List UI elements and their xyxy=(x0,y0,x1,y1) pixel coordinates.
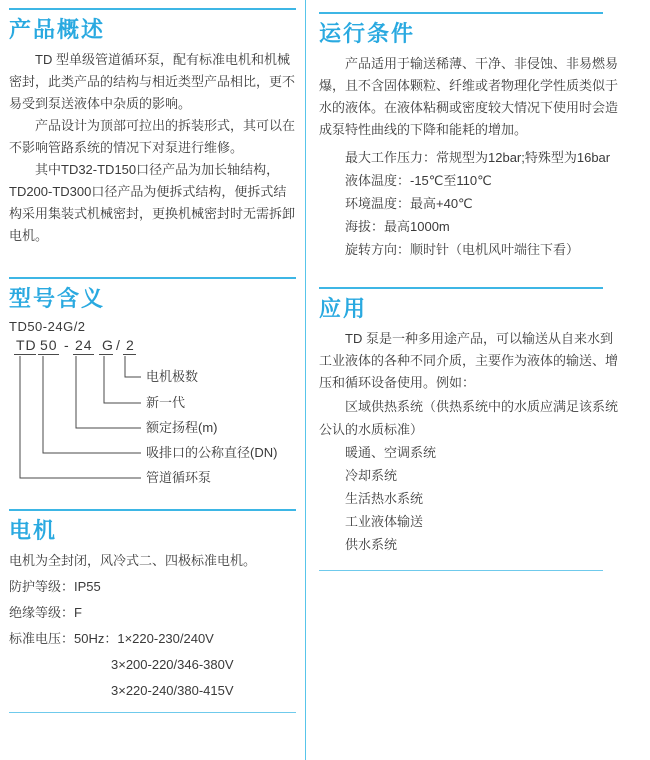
connector-pump-type xyxy=(20,356,141,478)
section-motor xyxy=(9,509,296,713)
section-application xyxy=(319,287,622,571)
section-rule xyxy=(9,712,296,713)
condition-item: 液体温度：-15℃至110℃ xyxy=(345,173,492,188)
condition-item: 旋转方向：顺时针（电机风叶端往下看） xyxy=(345,242,580,257)
model-label: 新一代 xyxy=(146,395,186,410)
motor-voltage-line: 3×220-240/380-415V xyxy=(111,683,234,698)
motor-intro: 电机为全封闭，风冷式二、四极标准电机。 xyxy=(9,553,257,568)
model-breakdown-diagram xyxy=(9,337,298,489)
section-rule xyxy=(9,8,296,10)
section-rule xyxy=(319,570,603,571)
application-item: 供水系统 xyxy=(345,537,398,552)
model-code-example: TD50-24G/2 xyxy=(9,319,86,334)
application-body xyxy=(319,328,622,394)
motor-voltage-line: 3×200-220/346-380V xyxy=(111,657,234,672)
condition-item: 海拔：最高1000m xyxy=(345,219,450,234)
conditions-list xyxy=(319,146,622,261)
application-item: 冷却系统 xyxy=(345,468,398,483)
motor-title: 电机 xyxy=(9,518,58,543)
model-meaning-title: 型号含义 xyxy=(9,286,106,311)
left-column xyxy=(0,0,306,760)
paragraph: 产品设计为顶部可拉出的拆装形式，其可以在不影响管路系统的情况下对泵进行维修。 xyxy=(9,118,296,155)
product-overview-body xyxy=(9,49,296,247)
operating-conditions-body xyxy=(319,53,622,141)
motor-spec-line: 防护等级：IP55 xyxy=(9,579,101,594)
section-rule xyxy=(9,509,296,511)
paragraph: 其中TD32-TD150口径产品为加长轴结构，TD200-TD300口径产品为便拆式结构，便拆式结构采用集装式机械密封，更换机械密封时无需拆卸电机。 xyxy=(9,162,296,243)
motor-spec-line: 绝缘等级：F xyxy=(9,605,82,620)
model-label: 电机极数 xyxy=(146,369,199,384)
application-item: 工业液体输送 xyxy=(345,514,424,529)
section-rule xyxy=(319,12,603,14)
application-item: 暖通、空调系统 xyxy=(345,445,437,460)
application-item: 区域供热系统（供热系统中的水质应满足该系统公认的水质标准） xyxy=(319,399,619,437)
application-title: 应用 xyxy=(319,296,368,321)
operating-conditions-title: 运行条件 xyxy=(319,21,416,46)
paragraph: TD 型单级管道循环泵，配有标准电机和机械密封，此类产品的结构与相近类型产品相比，更不易受到泵送液体中杂质的影响。 xyxy=(9,52,296,111)
model-part: 24 xyxy=(75,337,93,353)
motor-spec-line: 标准电压：50Hz：1×220-230/240V xyxy=(9,631,214,646)
model-label: 吸排口的公称直径(DN) xyxy=(146,445,278,460)
application-item: 生活热水系统 xyxy=(345,491,424,506)
connector-motor-poles xyxy=(125,356,141,377)
product-overview-title: 产品概述 xyxy=(9,17,106,42)
motor-specs xyxy=(9,548,296,704)
section-rule xyxy=(319,287,603,289)
paragraph: TD 泵是一种多用途产品，可以输送从自来水到工业液体的各种不同介质，主要作为液体的输送、增压和循环设备使用。例如： xyxy=(319,331,619,390)
connector-rated-head xyxy=(76,356,141,428)
section-operating-conditions xyxy=(319,12,622,261)
connector-nominal-diameter xyxy=(43,356,141,453)
model-label: 额定扬程(m) xyxy=(146,420,218,435)
condition-item: 环境温度：最高+40℃ xyxy=(345,196,473,211)
right-column xyxy=(306,0,650,760)
application-list xyxy=(319,395,622,556)
section-rule xyxy=(9,277,296,279)
section-model-meaning xyxy=(9,277,296,489)
model-part: TD xyxy=(16,337,37,353)
model-part: 50 xyxy=(40,337,58,353)
paragraph: 产品适用于输送稀薄、干净、非侵蚀、非易燃易爆，且不含固体颗粒、纤维或者物理化学性质类似于水的液体。在液体粘稠或密度较大情况下使用时会造成泵特性曲线的下降和能耗的增加。 xyxy=(319,56,619,137)
model-label: 管道循环泵 xyxy=(146,470,212,485)
model-part: - xyxy=(64,337,70,353)
condition-item: 最大工作压力：常规型为12bar;特殊型为16bar xyxy=(345,150,611,165)
model-part: 2 xyxy=(126,337,135,353)
model-part: / xyxy=(116,337,121,353)
connector-new-generation xyxy=(104,356,141,403)
model-part: G xyxy=(102,337,114,353)
section-product-overview xyxy=(9,8,296,247)
